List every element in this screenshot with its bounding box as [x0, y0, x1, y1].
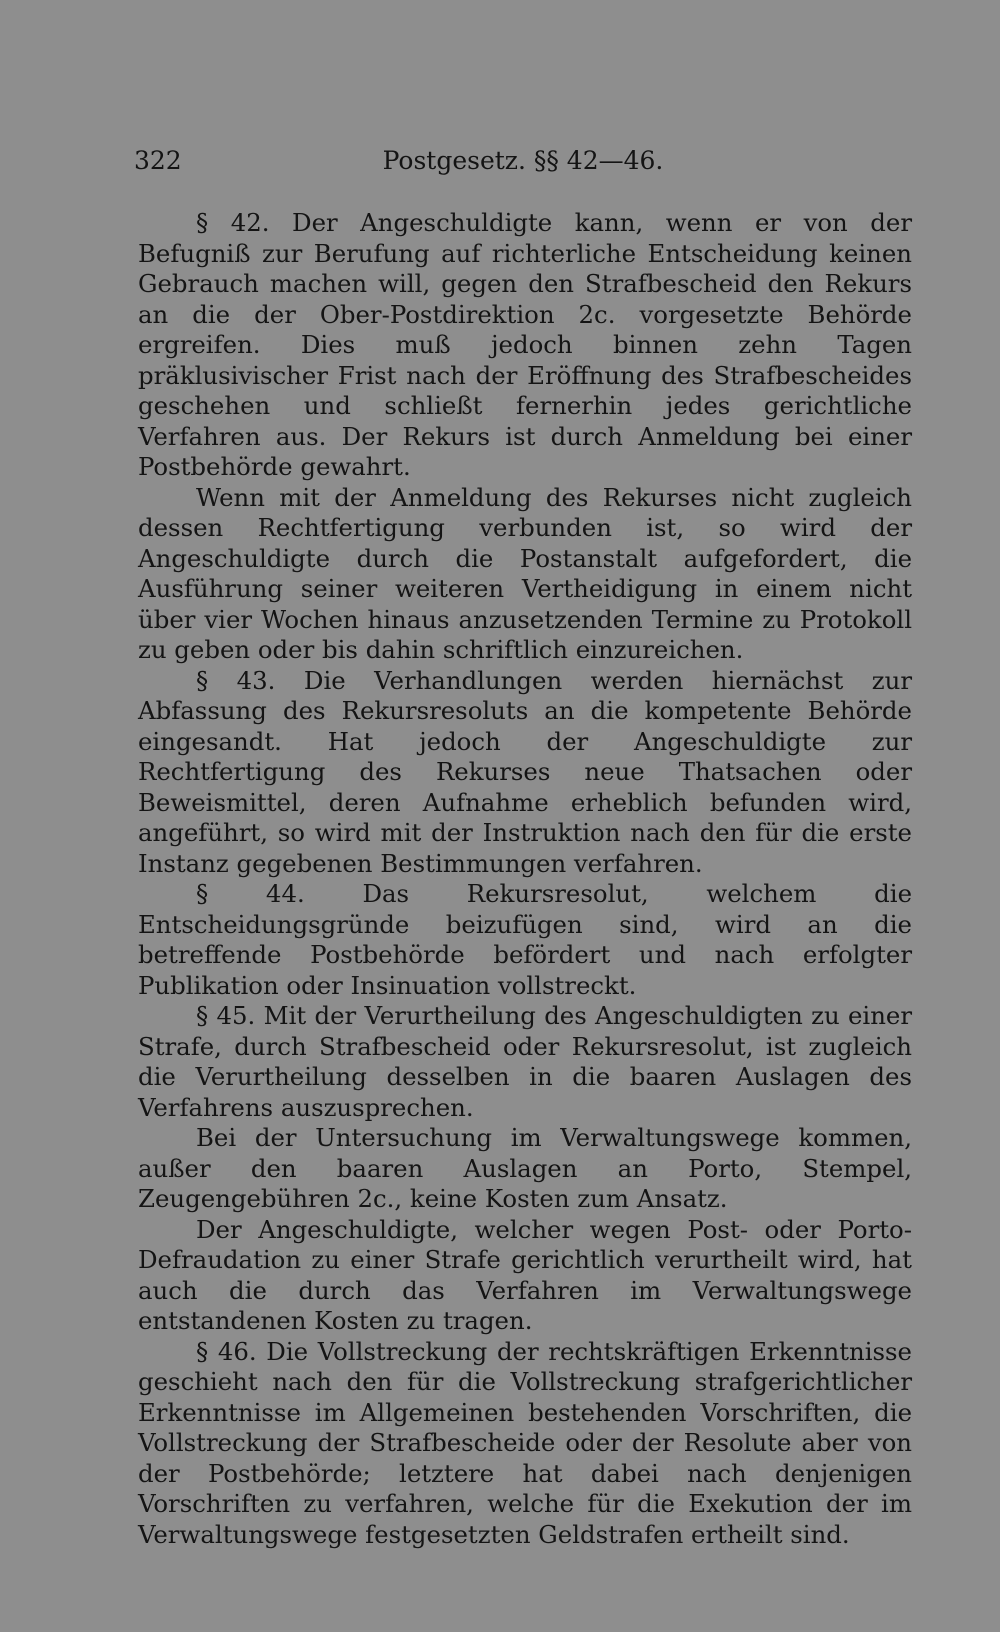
- paragraph-section-43: § 43. Die Verhandlungen werden hiernächst zur Abfassung des Rekursresoluts an die kompetente Behörde eingesandt. Hat jedoch der Angeschuldigte zur Rechtfertigung des Rekurses neue Thatsachen oder Beweismittel, deren Aufnahme erheblich befunden wird, angeführt, so wird mit der Instruktion nach den für die erste Instanz gegebenen Bestimmungen verfahren.: [138, 665, 912, 878]
- paragraph-section-45: § 45. Mit der Verurtheilung des Angeschuldigten zu einer Strafe, durch Strafbescheid oder Rekursresolut, ist zugleich die Verurtheilung desselben in die baaren Auslagen des Verfahrens auszusprechen.: [138, 1001, 912, 1122]
- paragraph-section-45-costs: Bei der Untersuchung im Verwaltungswege kommen, außer den baaren Auslagen an Porto, Stempel, Zeugengebühren 2c., keine Kosten zum Ansatz.: [138, 1123, 912, 1213]
- running-title: Postgesetz. §§ 42—46.: [382, 146, 664, 175]
- page-number: 322: [134, 146, 182, 175]
- page-header: [134, 146, 912, 186]
- paragraph-section-44: § 44. Das Rekursresolut, welchem die Entscheidungsgründe beizufügen sind, wird an die betreffende Postbehörde befördert und nach erfolgter Publikation oder Insinuation vollstreckt.: [138, 879, 912, 1000]
- body-text: [138, 208, 912, 1550]
- paragraph-section-42: § 42. Der Angeschuldigte kann, wenn er von der Befugniß zur Berufung auf richterliche Entscheidung keinen Gebrauch machen will, gegen den Strafbescheid den Rekurs an die der Ober-Postdirektion 2c. vorgesetzte Behörde ergreifen. Dies muß jedoch binnen zehn Tagen präklusivischer Frist nach der Eröffnung des Strafbescheides geschehen und schließt fernerhin jedes gerichtliche Verfahren aus. Der Rekurs ist durch Anmeldung bei einer Postbehörde gewahrt.: [138, 208, 912, 481]
- paragraph-section-42-continued: Wenn mit der Anmeldung des Rekurses nicht zugleich dessen Rechtfertigung verbunden ist, so wird der Angeschuldigte durch die Postanstalt aufgefordert, die Ausführung seiner weiteren Vertheidigung in einem nicht über vier Wochen hinaus anzusetzenden Termine zu Protokoll zu geben oder bis dahin schriftlich einzureichen.: [138, 482, 912, 664]
- paragraph-section-45-defraudation: Der Angeschuldigte, welcher wegen Post- oder Porto-Defraudation zu einer Strafe gerichtlich verurtheilt wird, hat auch die durch das Verfahren im Verwaltungswege entstandenen Kosten zu tragen.: [138, 1214, 912, 1335]
- paragraph-section-46: § 46. Die Vollstreckung der rechtskräftigen Erkenntnisse geschieht nach den für die Vollstreckung strafgerichtlicher Erkenntnisse im Allgemeinen bestehenden Vorschriften, die Vollstreckung der Strafbescheide oder der Resolute aber von der Postbehörde; letztere hat dabei nach denjenigen Vorschriften zu verfahren, welche für die Exekution der im Verwaltungswege festgesetzten Geldstrafen ertheilt sind.: [138, 1336, 912, 1549]
